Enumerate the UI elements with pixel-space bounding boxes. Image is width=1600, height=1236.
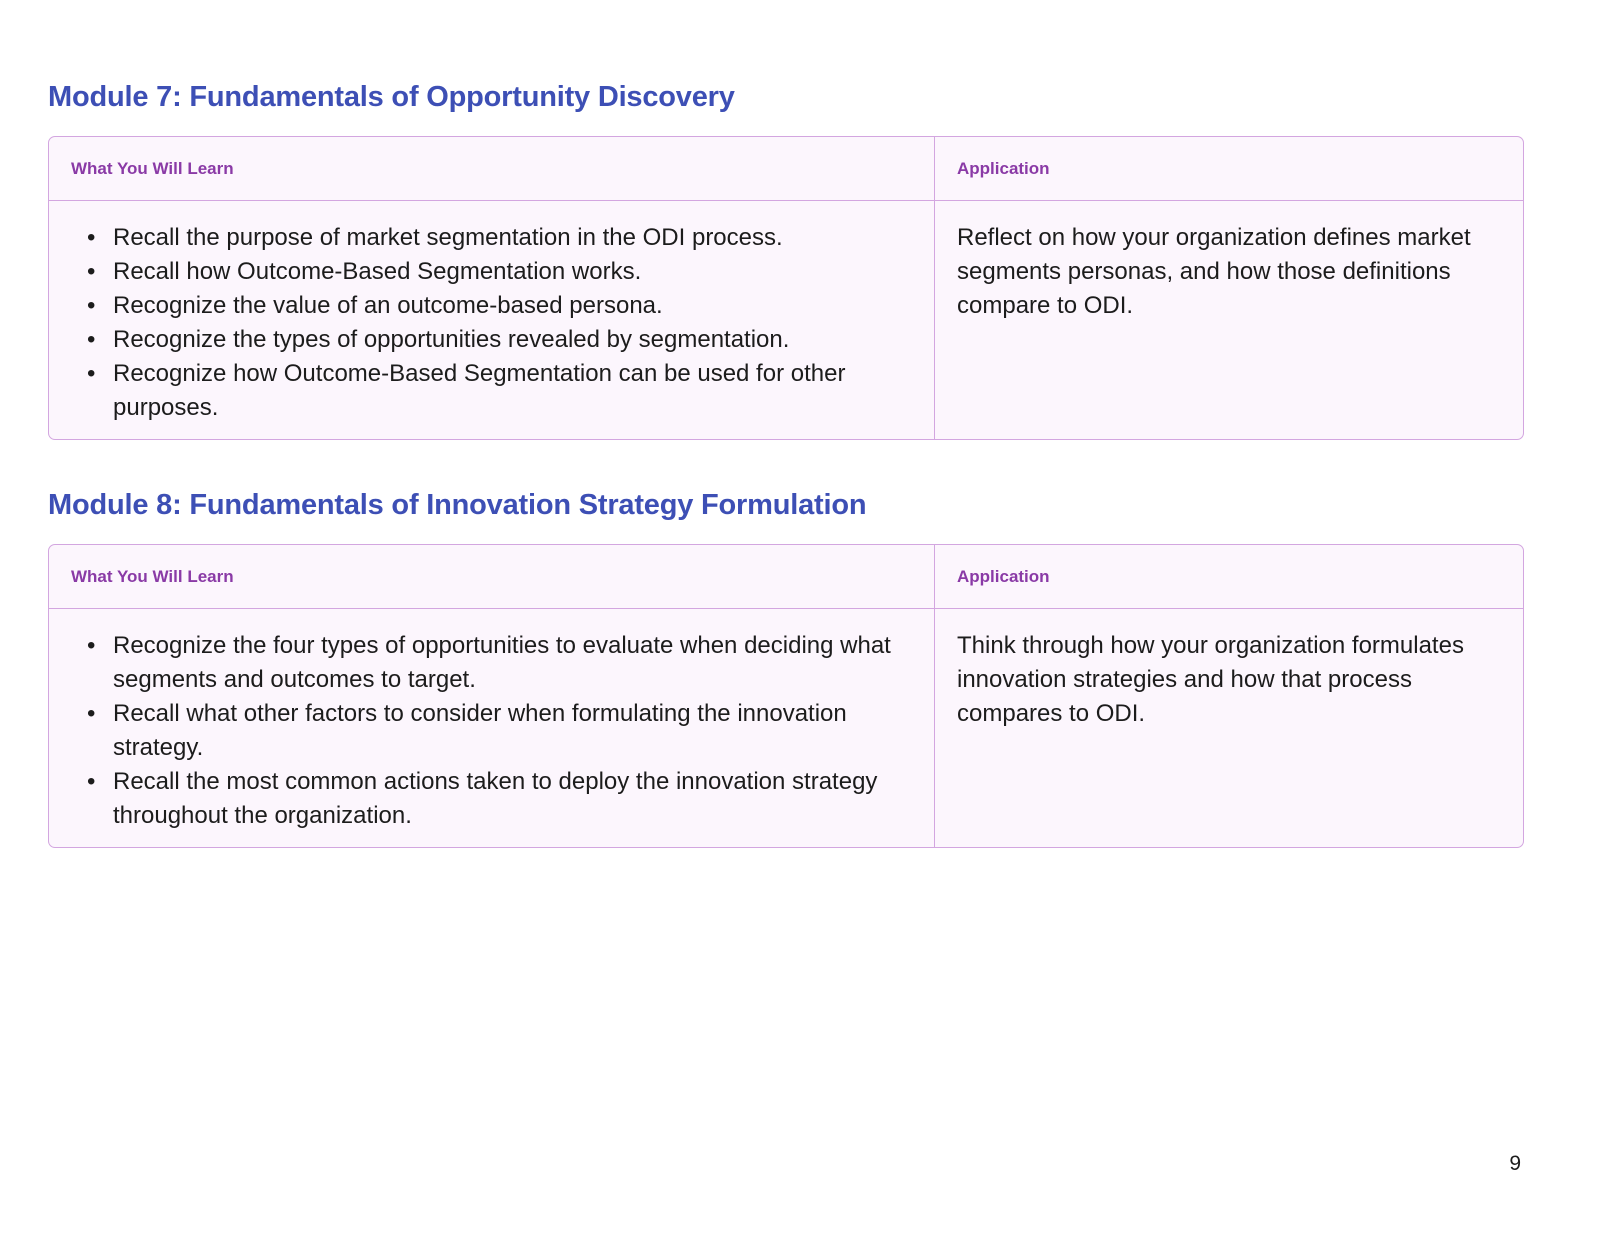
list-item: • Recognize how Outcome-Based Segmentation can be used for other purposes. (113, 357, 914, 425)
learn-column-header: What You Will Learn (49, 137, 935, 200)
learn-cell (49, 609, 935, 847)
module-8-title: Module 8: Fundamentals of Innovation Strategy Formulation (48, 489, 867, 521)
list-item: • Recall how Outcome-Based Segmentation works. (113, 255, 914, 289)
application-cell (935, 609, 1523, 847)
list-item: • Recognize the types of opportunities revealed by segmentation. (113, 323, 914, 357)
list-item: • Recall the most common actions taken to deploy the innovation strategy throughout the organization. (113, 765, 914, 833)
table-body-row (49, 609, 1523, 847)
table-header-row (49, 137, 1523, 201)
list-item: • Recognize the value of an outcome-based persona. (113, 289, 914, 323)
page-number: 9 (1509, 1152, 1521, 1175)
list-item: • Recognize the four types of opportunities to evaluate when deciding what segments and outcomes to target. (113, 629, 914, 697)
table-body-row (49, 201, 1523, 439)
learn-cell (49, 201, 935, 439)
module-7-title: Module 7: Fundamentals of Opportunity Discovery (48, 81, 735, 113)
learn-column-header: What You Will Learn (49, 545, 935, 608)
table-header-row (49, 545, 1523, 609)
module-8-table (48, 544, 1524, 848)
application-column-header: Application (957, 566, 1050, 586)
list-item: • Recall the purpose of market segmentation in the ODI process. (113, 221, 914, 255)
application-column-header: Application (957, 158, 1050, 178)
module-7-section (48, 78, 1524, 440)
module-7-table (48, 136, 1524, 440)
application-cell (935, 201, 1523, 439)
list-item: • Recall what other factors to consider when formulating the innovation strategy. (113, 697, 914, 765)
learn-list (49, 201, 934, 425)
module-8-section (48, 486, 1524, 848)
application-text: Reflect on how your organization defines market segments personas, and how those definitions compare to ODI. (957, 224, 1471, 319)
application-text: Think through how your organization formulates innovation strategies and how that process compares to ODI. (957, 632, 1464, 727)
learn-list (49, 609, 934, 833)
